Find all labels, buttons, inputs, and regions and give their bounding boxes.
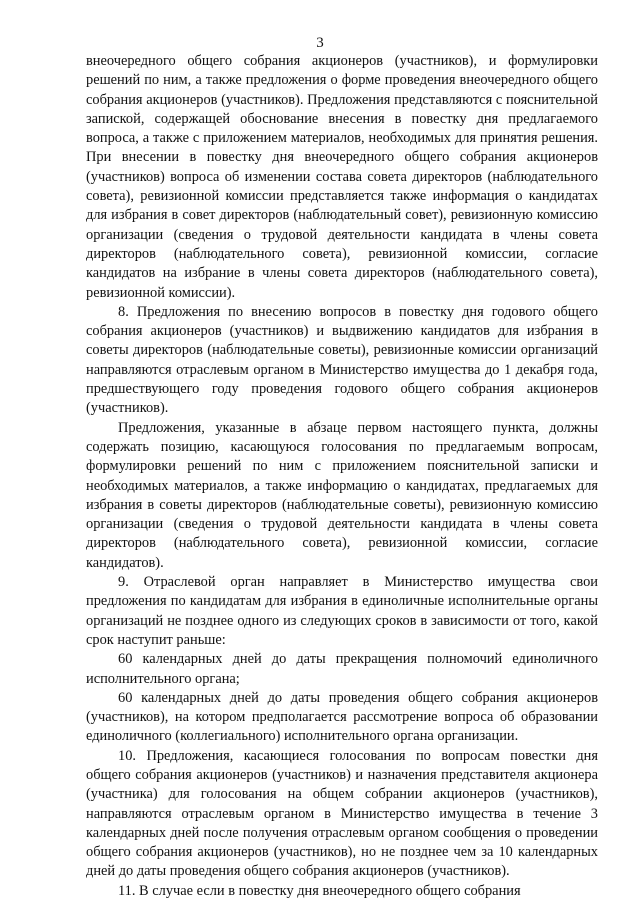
paragraph-item-10: 10. Предложения, касающиеся голосования по вопросам повестки дня общего собрания акционеров (участников) и назначения представителя акционера (участника) для голосования на общем собрании акционеров (участников), направляются отраслевым органом в Министерство имущества в течение 3 календарных дней после получения отраслевым органом сообщения о проведении общего собрания акционеров (участников), но не позднее чем за 10 календарных дней до даты проведения общего собрания акционеров (участников). — [86, 747, 598, 880]
page-number: 3 — [316, 35, 324, 51]
paragraph-item-9: 9. Отраслевой орган направляет в Министерство имущества свои предложения по кандидатам для избрания в единоличные исполнительные органы организаций не позднее одного из следующих сроков в зависимости от того, какой срок наступит раньше: — [86, 574, 598, 648]
paragraph-item-11: 11. В случае если в повестку дня внеочередного общего собрания — [118, 882, 521, 899]
paragraph-item-9-deadline-1: 60 календарных дней до даты прекращения полномочий единоличного исполнительного органа; — [86, 651, 598, 687]
document-body — [86, 52, 598, 901]
paragraph-item-8: 8. Предложения по внесению вопросов в повестку дня годового общего собрания акционеров (участников) и выдвижению кандидатов для избрания в советы директоров (наблюдательные советы), ревизионные комиссии организаций направляются отраслевым органом в Министерство имущества до 1 декабря года, предшествующего году проведения годового общего собрания акционеров (участников). — [86, 303, 598, 417]
paragraph-continued-from-previous-page: внеочередного общего собрания акционеров (участников), и формулировки решений по ним, а также предложения о форме проведения внеочередного общего собрания акционеров (участников). Предложения представляются с пояснительной запиской, содержащей обоснование внесения в повестку дня предлагаемого вопроса, а также с приложением материалов, необходимых для принятия решения. При внесении в повестку дня внеочередного общего собрания акционеров (участников) вопроса об изменении состава совета директоров (наблюдательного совета), ревизионной комиссии представляется также информация о кандидатах для избрания в совет директоров (наблюдательный совет), ревизионную комиссию организации (сведения о трудовой деятельности кандидата в члены совета директоров (наблюдательного совета), ревизионной комиссии, согласие кандидатов на избрание в члены совета директоров (наблюдательного совета), ревизионной комиссии). — [86, 53, 598, 301]
paragraph-item-8-proposals-content: Предложения, указанные в абзаце первом настоящего пункта, должны содержать позицию, касающуюся голосования по предлагаемым вопросам, формулировки решений по ним с приложением пояснительной записки и необходимых материалов, а также информацию о кандидатах, предлагаемых для избрания в советы директоров (наблюдательные советы), ревизионную комиссию организации (сведения о трудовой деятельности кандидата в члены совета директоров (наблюдательного совета), ревизионной комиссии, согласие кандидатов). — [86, 419, 598, 571]
paragraph-item-9-deadline-2: 60 календарных дней до даты проведения общего собрания акционеров (участников), на котором предполагается рассмотрение вопроса об образовании единоличного (коллегиального) исполнительного органа организации. — [86, 689, 598, 745]
